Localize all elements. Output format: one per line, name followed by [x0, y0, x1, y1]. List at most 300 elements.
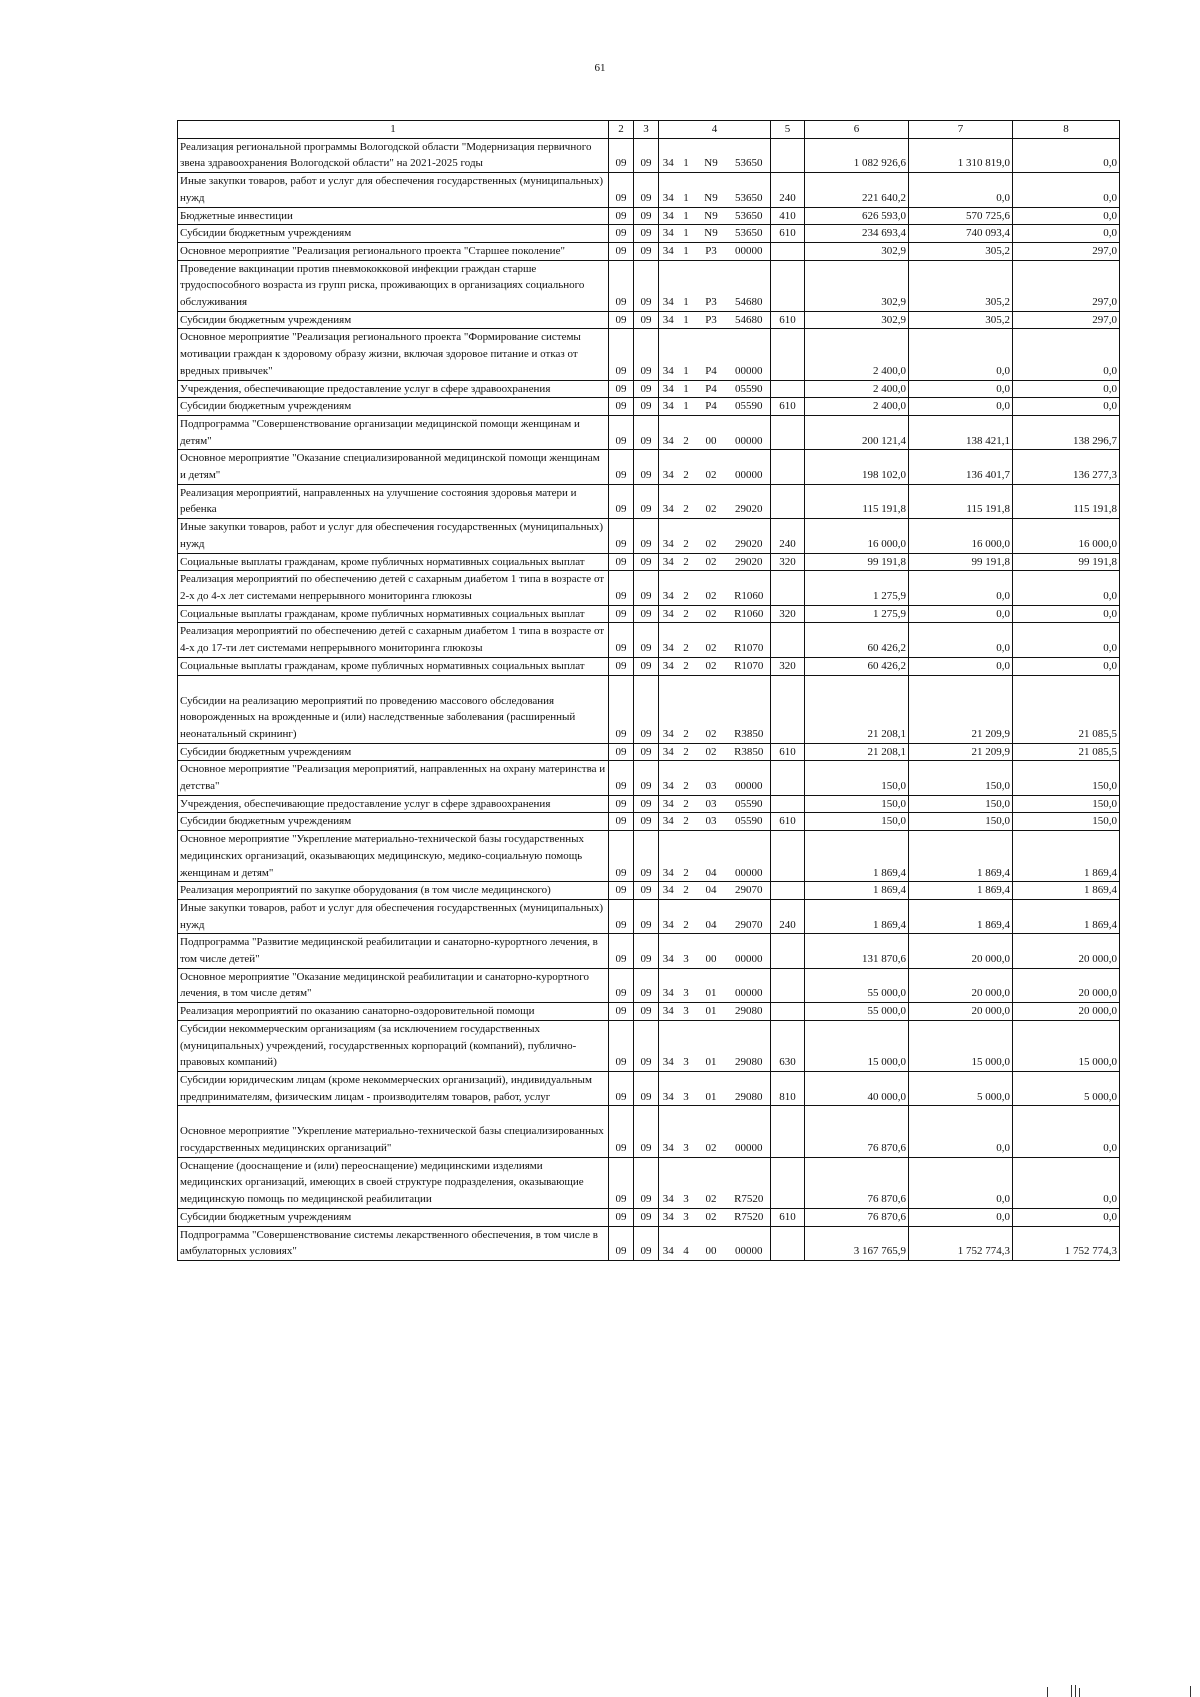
row-name: Иные закупки товаров, работ и услуг для обеспечения государственных (муниципальных) нужд: [178, 173, 609, 207]
cell-5: [771, 1226, 805, 1260]
cell-3: 09: [634, 138, 659, 172]
row-name: Субсидии некоммерческим организациям (за исключением государственных (муниципальных) учреждений, государственных корпораций (компаний), публично-правовых компаний): [178, 1020, 609, 1071]
cell-4-event: 01: [695, 1071, 728, 1105]
cell-4-program: 34: [659, 1208, 678, 1226]
cell-3: 09: [634, 519, 659, 553]
cell-4-direction: 29070: [728, 899, 771, 933]
table-row: [178, 398, 1120, 416]
row-name: Основное мероприятие "Реализация регионального проекта "Формирование системы мотивации граждан к здоровому образу жизни, включая здоровое питание и отказ от вредных привычек": [178, 329, 609, 380]
cell-6: 1 869,4: [805, 882, 909, 900]
row-name: Реализация мероприятий, направленных на улучшение состояния здоровья матери и ребенка: [178, 484, 609, 518]
cell-4-program: 34: [659, 519, 678, 553]
cell-3: 09: [634, 398, 659, 416]
cell-4-direction: 05590: [728, 398, 771, 416]
cell-4-program: 34: [659, 1106, 678, 1157]
header-col-8: 8: [1013, 121, 1120, 139]
cell-4-subprogram: 2: [678, 743, 695, 761]
cell-4-subprogram: 2: [678, 657, 695, 675]
cell-4-program: 34: [659, 605, 678, 623]
cell-2: 09: [609, 795, 634, 813]
cell-4-direction: 53650: [728, 207, 771, 225]
cell-6: 1 869,4: [805, 831, 909, 882]
cell-6: 1 082 926,6: [805, 138, 909, 172]
cell-4-event: P4: [695, 380, 728, 398]
cell-4-program: 34: [659, 1020, 678, 1071]
cell-2: 09: [609, 450, 634, 484]
cell-4-event: P4: [695, 398, 728, 416]
cell-3: 09: [634, 1106, 659, 1157]
cell-2: 09: [609, 1208, 634, 1226]
cell-5: [771, 675, 805, 743]
cell-6: 76 870,6: [805, 1157, 909, 1208]
cell-4-event: 02: [695, 675, 728, 743]
header-col-4: 4: [659, 121, 771, 139]
table-row: [178, 761, 1120, 795]
table-row: [178, 831, 1120, 882]
cell-6: 60 426,2: [805, 623, 909, 657]
cell-4-event: 01: [695, 968, 728, 1002]
cell-2: 09: [609, 380, 634, 398]
cell-3: 09: [634, 605, 659, 623]
cell-8: 297,0: [1013, 242, 1120, 260]
cell-4-program: 34: [659, 623, 678, 657]
cell-3: 09: [634, 1003, 659, 1021]
row-name: Основное мероприятие "Укрепление материально-технической базы специализированных государственных медицинских организаций": [178, 1106, 609, 1157]
cell-7: 21 209,9: [909, 675, 1013, 743]
cell-6: 60 426,2: [805, 657, 909, 675]
cell-6: 1 275,9: [805, 571, 909, 605]
cell-2: 09: [609, 415, 634, 449]
cell-3: 09: [634, 225, 659, 243]
cell-4-subprogram: 2: [678, 450, 695, 484]
cell-4-direction: 29070: [728, 882, 771, 900]
cell-2: 09: [609, 260, 634, 311]
cell-7: 305,2: [909, 242, 1013, 260]
cell-4-program: 34: [659, 207, 678, 225]
cell-4-program: 34: [659, 138, 678, 172]
cell-3: 09: [634, 329, 659, 380]
cell-7: 570 725,6: [909, 207, 1013, 225]
cell-7: 136 401,7: [909, 450, 1013, 484]
row-name: Субсидии юридическим лицам (кроме некоммерческих организаций), индивидуальным предпринимателям, физическим лицам - производителям товаров, работ, услуг: [178, 1071, 609, 1105]
table-row: [178, 813, 1120, 831]
cell-4-subprogram: 2: [678, 605, 695, 623]
cell-4-program: 34: [659, 553, 678, 571]
cell-4-program: 34: [659, 311, 678, 329]
cell-8: 15 000,0: [1013, 1020, 1120, 1071]
cell-2: 09: [609, 311, 634, 329]
cell-5: [771, 242, 805, 260]
cell-8: 0,0: [1013, 571, 1120, 605]
cell-4-program: 34: [659, 398, 678, 416]
cell-4-direction: 00000: [728, 831, 771, 882]
cell-4-subprogram: 1: [678, 311, 695, 329]
cell-7: 21 209,9: [909, 743, 1013, 761]
cell-3: 09: [634, 934, 659, 968]
row-name: Основное мероприятие "Укрепление материально-технической базы государственных медицинских организаций, оказывающих медицинскую, медико-социальную помощь женщинам и детям": [178, 831, 609, 882]
cell-4-subprogram: 2: [678, 795, 695, 813]
cell-8: 1 869,4: [1013, 899, 1120, 933]
cell-2: 09: [609, 1020, 634, 1071]
table-row: [178, 968, 1120, 1002]
table-row: [178, 450, 1120, 484]
cell-8: 0,0: [1013, 657, 1120, 675]
cell-4-subprogram: 2: [678, 899, 695, 933]
cell-4-event: 03: [695, 795, 728, 813]
cell-3: 09: [634, 675, 659, 743]
table-row: [178, 1071, 1120, 1105]
cell-2: 09: [609, 519, 634, 553]
table-row: [178, 173, 1120, 207]
cell-8: 0,0: [1013, 1208, 1120, 1226]
cell-4-subprogram: 2: [678, 415, 695, 449]
cell-4-event: 02: [695, 571, 728, 605]
table-row: [178, 657, 1120, 675]
cell-7: 16 000,0: [909, 519, 1013, 553]
cell-4-direction: R7520: [728, 1157, 771, 1208]
cell-4-program: 34: [659, 329, 678, 380]
cell-5: [771, 795, 805, 813]
cell-4-event: 02: [695, 743, 728, 761]
row-name: Учреждения, обеспечивающие предоставление услуг в сфере здравоохранения: [178, 380, 609, 398]
cell-4-event: 02: [695, 484, 728, 518]
cell-4-direction: 05590: [728, 813, 771, 831]
cell-4-event: 02: [695, 623, 728, 657]
cell-5: [771, 623, 805, 657]
cell-4-subprogram: 2: [678, 675, 695, 743]
cell-7: 15 000,0: [909, 1020, 1013, 1071]
cell-7: 1 869,4: [909, 831, 1013, 882]
cell-4-direction: R1070: [728, 657, 771, 675]
cell-6: 3 167 765,9: [805, 1226, 909, 1260]
cell-4-event: 02: [695, 1157, 728, 1208]
cell-7: 0,0: [909, 657, 1013, 675]
table-row: [178, 553, 1120, 571]
header-col-5: 5: [771, 121, 805, 139]
cell-5: [771, 380, 805, 398]
cell-4-subprogram: 1: [678, 225, 695, 243]
row-name: Реализация мероприятий по обеспечению детей с сахарным диабетом 1 типа в возрасте от 2-х до 4-х лет системами непрерывного мониторинга глюкозы: [178, 571, 609, 605]
cell-6: 221 640,2: [805, 173, 909, 207]
cell-6: 115 191,8: [805, 484, 909, 518]
cell-3: 09: [634, 571, 659, 605]
cell-4-direction: R1070: [728, 623, 771, 657]
cell-6: 16 000,0: [805, 519, 909, 553]
cell-4-subprogram: 2: [678, 813, 695, 831]
cell-4-program: 34: [659, 795, 678, 813]
row-name: Субсидии бюджетным учреждениям: [178, 1208, 609, 1226]
table-row: [178, 242, 1120, 260]
row-name: Подпрограмма "Совершенствование организации медицинской помощи женщинам и детям": [178, 415, 609, 449]
cell-5: 630: [771, 1020, 805, 1071]
row-name: Основное мероприятие "Оказание специализированной медицинской помощи женщинам и детям": [178, 450, 609, 484]
table-row: [178, 934, 1120, 968]
cell-7: 150,0: [909, 761, 1013, 795]
cell-7: 305,2: [909, 311, 1013, 329]
row-name: Социальные выплаты гражданам, кроме публичных нормативных социальных выплат: [178, 605, 609, 623]
cell-8: 0,0: [1013, 225, 1120, 243]
cell-4-event: 02: [695, 1208, 728, 1226]
cell-4-program: 34: [659, 899, 678, 933]
cell-3: 09: [634, 260, 659, 311]
cell-6: 1 869,4: [805, 899, 909, 933]
row-name: Реализация мероприятий по обеспечению детей с сахарным диабетом 1 типа в возрасте от 4-х до 17-ти лет системами непрерывного мониторинга глюкозы: [178, 623, 609, 657]
cell-7: 20 000,0: [909, 968, 1013, 1002]
cell-2: 09: [609, 553, 634, 571]
cell-4-program: 34: [659, 1226, 678, 1260]
cell-4-program: 34: [659, 415, 678, 449]
table-row: [178, 380, 1120, 398]
cell-4-event: 04: [695, 831, 728, 882]
cell-6: 302,9: [805, 260, 909, 311]
cell-5: [771, 1003, 805, 1021]
cell-4-direction: R3850: [728, 675, 771, 743]
row-name: Подпрограмма "Развитие медицинской реабилитации и санаторно-курортного лечения, в том числе детей": [178, 934, 609, 968]
cell-4-subprogram: 3: [678, 1020, 695, 1071]
row-name: Социальные выплаты гражданам, кроме публичных нормативных социальных выплат: [178, 553, 609, 571]
cell-3: 09: [634, 242, 659, 260]
cell-4-direction: 53650: [728, 138, 771, 172]
cell-4-event: N9: [695, 173, 728, 207]
row-name: Основное мероприятие "Оказание медицинской реабилитации и санаторно-курортного лечения, в том числе детям": [178, 968, 609, 1002]
cell-8: 0,0: [1013, 1157, 1120, 1208]
cell-8: 115 191,8: [1013, 484, 1120, 518]
cell-4-program: 34: [659, 743, 678, 761]
cell-5: [771, 571, 805, 605]
cell-5: [771, 882, 805, 900]
cell-5: [771, 415, 805, 449]
cell-4-event: P3: [695, 242, 728, 260]
cell-6: 150,0: [805, 813, 909, 831]
cell-4-subprogram: 2: [678, 571, 695, 605]
cell-6: 15 000,0: [805, 1020, 909, 1071]
cell-4-subprogram: 2: [678, 831, 695, 882]
cell-5: 240: [771, 173, 805, 207]
row-name: Субсидии бюджетным учреждениям: [178, 743, 609, 761]
cell-2: 09: [609, 225, 634, 243]
cell-4-subprogram: 3: [678, 968, 695, 1002]
cell-3: 09: [634, 484, 659, 518]
table-row: [178, 260, 1120, 311]
cell-2: 09: [609, 398, 634, 416]
cell-4-event: 01: [695, 1020, 728, 1071]
cell-5: 240: [771, 899, 805, 933]
cell-2: 09: [609, 1106, 634, 1157]
cell-8: 5 000,0: [1013, 1071, 1120, 1105]
cell-2: 09: [609, 571, 634, 605]
cell-6: 76 870,6: [805, 1208, 909, 1226]
cell-5: 320: [771, 553, 805, 571]
cell-8: 0,0: [1013, 329, 1120, 380]
cell-5: [771, 484, 805, 518]
cell-5: [771, 761, 805, 795]
cell-7: 5 000,0: [909, 1071, 1013, 1105]
cell-6: 21 208,1: [805, 675, 909, 743]
cell-5: 240: [771, 519, 805, 553]
header-col-7: 7: [909, 121, 1013, 139]
cell-4-subprogram: 2: [678, 553, 695, 571]
cell-2: 09: [609, 899, 634, 933]
cell-3: 09: [634, 657, 659, 675]
cell-4-subprogram: 2: [678, 519, 695, 553]
cell-4-program: 34: [659, 761, 678, 795]
cell-5: 610: [771, 1208, 805, 1226]
cell-4-program: 34: [659, 484, 678, 518]
cell-6: 1 275,9: [805, 605, 909, 623]
cell-7: 20 000,0: [909, 1003, 1013, 1021]
cell-2: 09: [609, 605, 634, 623]
cell-8: 297,0: [1013, 311, 1120, 329]
cell-8: 0,0: [1013, 605, 1120, 623]
cell-8: 136 277,3: [1013, 450, 1120, 484]
cell-6: 2 400,0: [805, 398, 909, 416]
row-name: Оснащение (дооснащение и (или) переоснащение) медицинскими изделиями медицинских организаций, имеющих в своей структуре подразделения, оказывающие медицинскую помощь по медицинской реабилитации: [178, 1157, 609, 1208]
cell-7: 138 421,1: [909, 415, 1013, 449]
cell-4-program: 34: [659, 831, 678, 882]
cell-4-subprogram: 2: [678, 623, 695, 657]
cell-6: 99 191,8: [805, 553, 909, 571]
cell-3: 09: [634, 968, 659, 1002]
cell-4-subprogram: 1: [678, 398, 695, 416]
cell-8: 0,0: [1013, 623, 1120, 657]
cell-3: 09: [634, 882, 659, 900]
row-name: Подпрограмма "Совершенствование системы лекарственного обеспечения, в том числе в амбулаторных условиях": [178, 1226, 609, 1260]
cell-4-program: 34: [659, 675, 678, 743]
cell-4-direction: 00000: [728, 329, 771, 380]
table-row: [178, 1226, 1120, 1260]
cell-3: 09: [634, 415, 659, 449]
cell-7: 0,0: [909, 329, 1013, 380]
cell-4-direction: 00000: [728, 934, 771, 968]
cell-4-direction: 54680: [728, 311, 771, 329]
cell-7: 20 000,0: [909, 934, 1013, 968]
cell-4-program: 34: [659, 450, 678, 484]
cell-8: 150,0: [1013, 795, 1120, 813]
cell-4-event: 00: [695, 415, 728, 449]
cell-8: 21 085,5: [1013, 743, 1120, 761]
cell-7: 0,0: [909, 1106, 1013, 1157]
cell-2: 09: [609, 1226, 634, 1260]
table-row: [178, 484, 1120, 518]
cell-4-event: 02: [695, 450, 728, 484]
cell-7: 1 869,4: [909, 882, 1013, 900]
row-name: Основное мероприятие "Реализация мероприятий, направленных на охрану материнства и детства": [178, 761, 609, 795]
cell-3: 09: [634, 831, 659, 882]
cell-6: 234 693,4: [805, 225, 909, 243]
cell-7: 0,0: [909, 605, 1013, 623]
cell-2: 09: [609, 623, 634, 657]
cell-4-event: 01: [695, 1003, 728, 1021]
cell-4-direction: 53650: [728, 225, 771, 243]
cell-6: 2 400,0: [805, 329, 909, 380]
cell-3: 09: [634, 380, 659, 398]
table-row: [178, 311, 1120, 329]
table-row: [178, 899, 1120, 933]
cell-4-direction: 00000: [728, 968, 771, 1002]
cell-7: 99 191,8: [909, 553, 1013, 571]
cell-2: 09: [609, 968, 634, 1002]
cell-4-direction: 05590: [728, 795, 771, 813]
table-row: [178, 207, 1120, 225]
cell-2: 09: [609, 657, 634, 675]
cell-4-event: 04: [695, 899, 728, 933]
row-name: Бюджетные инвестиции: [178, 207, 609, 225]
cell-8: 0,0: [1013, 398, 1120, 416]
cell-4-direction: 00000: [728, 450, 771, 484]
cell-2: 09: [609, 813, 634, 831]
cell-4-event: 02: [695, 605, 728, 623]
cell-6: 2 400,0: [805, 380, 909, 398]
table-row: [178, 882, 1120, 900]
cell-6: 302,9: [805, 242, 909, 260]
cell-8: 99 191,8: [1013, 553, 1120, 571]
table-row: [178, 605, 1120, 623]
cell-4-event: N9: [695, 207, 728, 225]
row-name: Субсидии на реализацию мероприятий по проведению массового обследования новорожденных на врожденные и (или) наследственные заболевания (расширенный неонатальный скрининг): [178, 675, 609, 743]
cell-4-program: 34: [659, 813, 678, 831]
header-col-1: 1: [178, 121, 609, 139]
cell-4-direction: 00000: [728, 1226, 771, 1260]
cell-4-program: 34: [659, 260, 678, 311]
cell-6: 200 121,4: [805, 415, 909, 449]
row-name: Реализация мероприятий по закупке оборудования (в том числе медицинского): [178, 882, 609, 900]
cell-3: 09: [634, 1157, 659, 1208]
cell-4-program: 34: [659, 380, 678, 398]
table-row: [178, 571, 1120, 605]
cell-2: 09: [609, 675, 634, 743]
cell-2: 09: [609, 1003, 634, 1021]
cell-8: 1 869,4: [1013, 882, 1120, 900]
cell-8: 1 869,4: [1013, 831, 1120, 882]
cell-4-event: 03: [695, 761, 728, 795]
cell-7: 0,0: [909, 1157, 1013, 1208]
cell-4-program: 34: [659, 882, 678, 900]
cell-4-subprogram: 1: [678, 242, 695, 260]
cell-3: 09: [634, 1226, 659, 1260]
cell-7: 1 869,4: [909, 899, 1013, 933]
cell-4-event: N9: [695, 225, 728, 243]
cell-4-direction: 29020: [728, 553, 771, 571]
cell-7: 740 093,4: [909, 225, 1013, 243]
cell-4-subprogram: 1: [678, 329, 695, 380]
cell-7: 1 310 819,0: [909, 138, 1013, 172]
cell-4-program: 34: [659, 242, 678, 260]
cell-2: 09: [609, 761, 634, 795]
cell-2: 09: [609, 882, 634, 900]
row-name: Реализация мероприятий по оказанию санаторно-оздоровительной помощи: [178, 1003, 609, 1021]
cell-3: 09: [634, 207, 659, 225]
cell-3: 09: [634, 1071, 659, 1105]
cell-5: 610: [771, 813, 805, 831]
cell-4-direction: R1060: [728, 605, 771, 623]
cell-7: 0,0: [909, 1208, 1013, 1226]
cell-5: [771, 1157, 805, 1208]
cell-5: 810: [771, 1071, 805, 1105]
table-row: [178, 1106, 1120, 1157]
header-row: [178, 121, 1120, 139]
scan-marks: [1045, 1682, 1195, 1697]
cell-5: [771, 450, 805, 484]
cell-6: 40 000,0: [805, 1071, 909, 1105]
cell-4-program: 34: [659, 173, 678, 207]
cell-4-event: 02: [695, 553, 728, 571]
cell-4-event: P4: [695, 329, 728, 380]
cell-4-event: 02: [695, 519, 728, 553]
cell-8: 20 000,0: [1013, 968, 1120, 1002]
cell-3: 09: [634, 311, 659, 329]
cell-4-event: N9: [695, 138, 728, 172]
table-row: [178, 623, 1120, 657]
